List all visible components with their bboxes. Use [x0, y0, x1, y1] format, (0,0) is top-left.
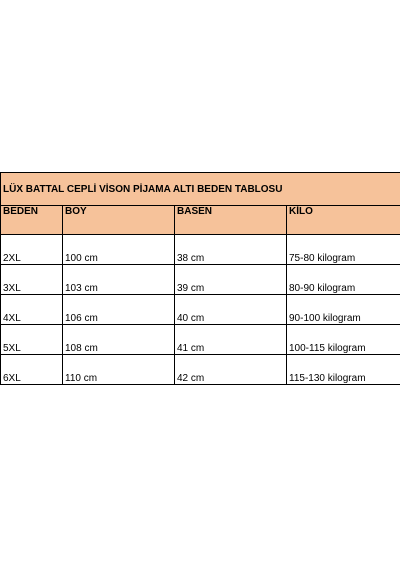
table-row	[1, 355, 400, 385]
cell-boy: 110 cm	[63, 355, 175, 385]
cell-kilo: 100-115 kilogram	[287, 325, 400, 355]
cell-kilo: 75-80 kilogram	[287, 235, 400, 265]
cell-basen: 38 cm	[175, 235, 287, 265]
size-chart-table	[0, 172, 400, 385]
cell-basen: 41 cm	[175, 325, 287, 355]
cell-beden: 6XL	[1, 355, 63, 385]
header-basen: BASEN	[175, 206, 287, 235]
table-header-row	[1, 206, 400, 235]
cell-boy: 103 cm	[63, 265, 175, 295]
cell-beden: 4XL	[1, 295, 63, 325]
cell-boy: 100 cm	[63, 235, 175, 265]
cell-beden: 2XL	[1, 235, 63, 265]
header-beden: BEDEN	[1, 206, 63, 235]
cell-beden: 5XL	[1, 325, 63, 355]
cell-basen: 42 cm	[175, 355, 287, 385]
table-title-row	[1, 173, 400, 206]
cell-kilo: 80-90 kilogram	[287, 265, 400, 295]
cell-basen: 40 cm	[175, 295, 287, 325]
cell-kilo: 115-130 kilogram	[287, 355, 400, 385]
header-boy: BOY	[63, 206, 175, 235]
table-row	[1, 325, 400, 355]
cell-boy: 106 cm	[63, 295, 175, 325]
cell-basen: 39 cm	[175, 265, 287, 295]
header-kilo: KİLO	[287, 206, 400, 235]
cell-boy: 108 cm	[63, 325, 175, 355]
cell-kilo: 90-100 kilogram	[287, 295, 400, 325]
table-row	[1, 235, 400, 265]
table-title: LÜX BATTAL CEPLİ VİSON PİJAMA ALTI BEDEN TABLOSU	[1, 173, 400, 206]
cell-beden: 3XL	[1, 265, 63, 295]
table-row	[1, 295, 400, 325]
table-row	[1, 265, 400, 295]
